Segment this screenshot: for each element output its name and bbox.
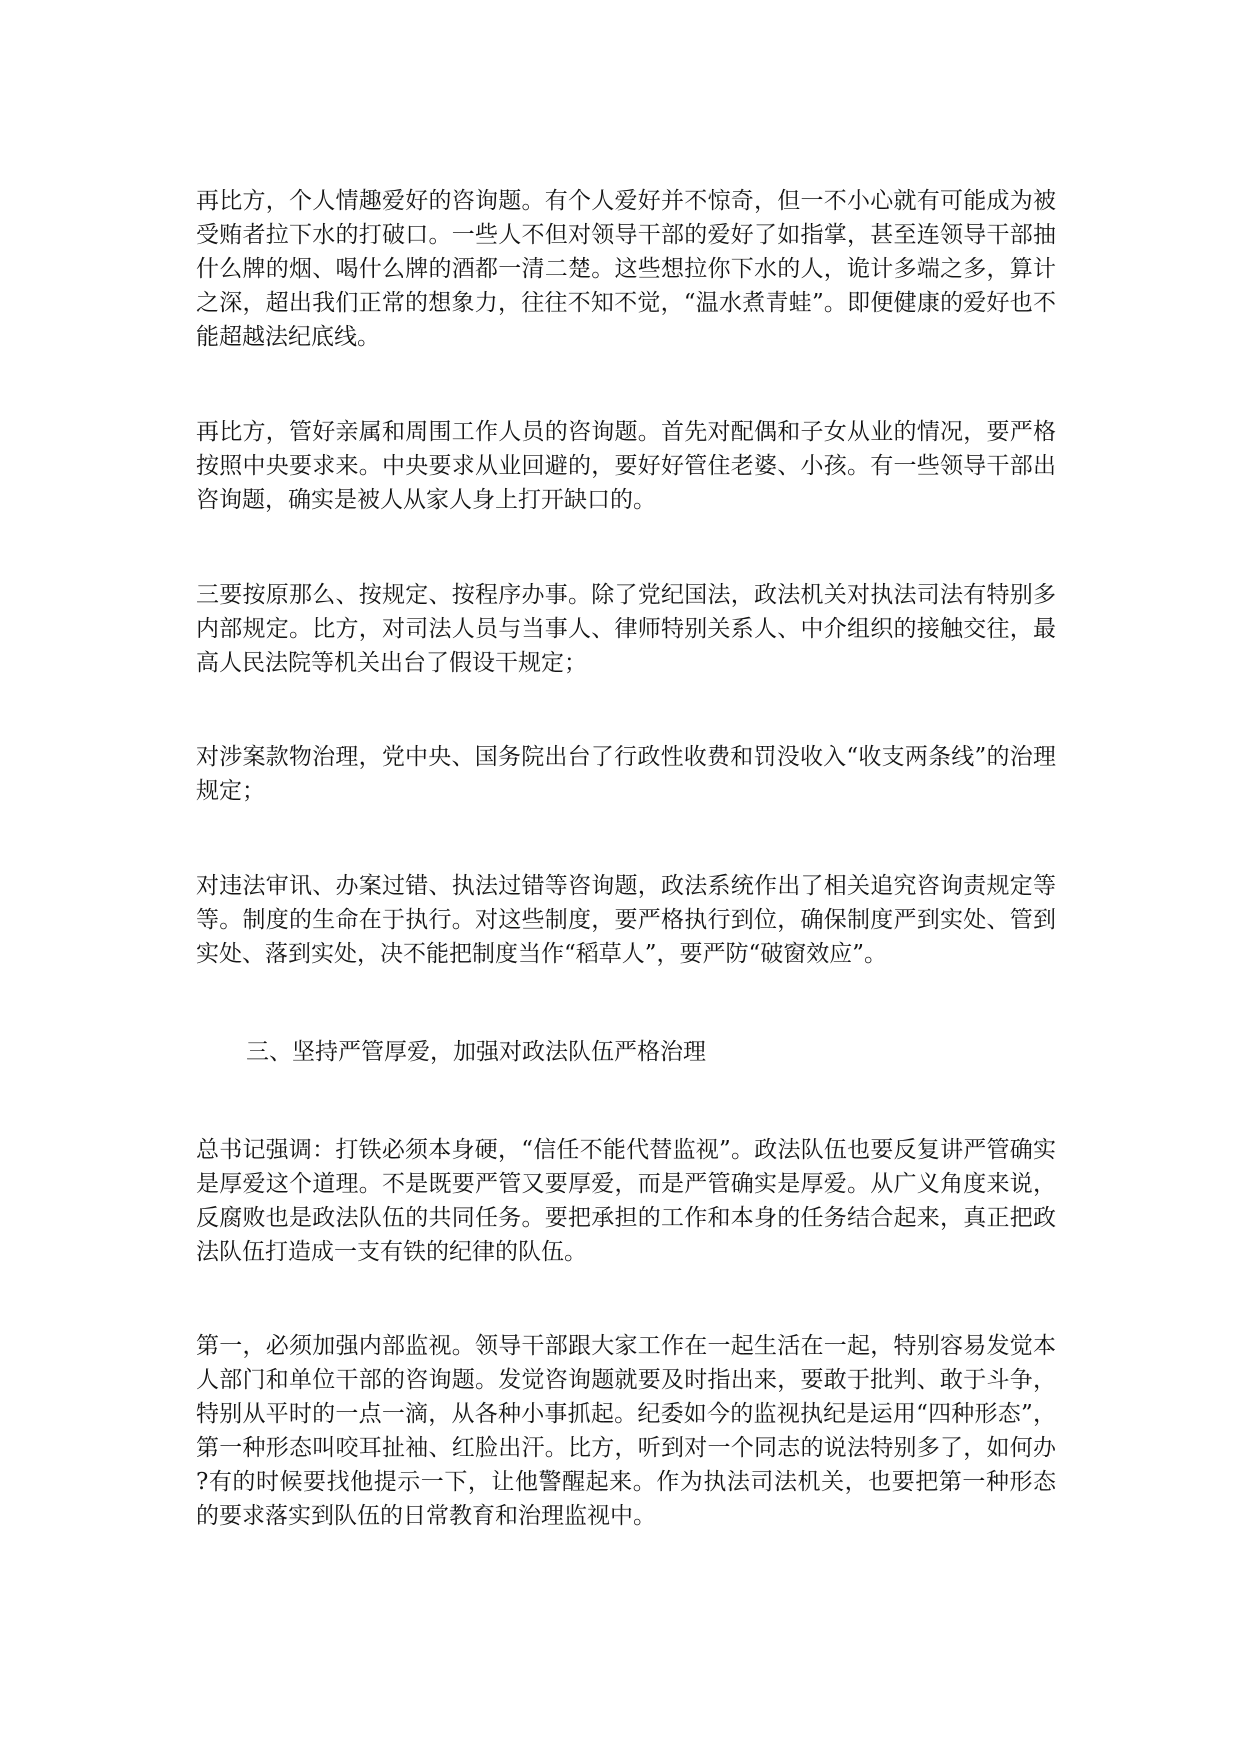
- paragraph-relatives-staff: 再比方，管好亲属和周围工作人员的咨询题。首先对配偶和子女从业的情况，要严格按照中央要求来。中央要求从业回避的，要好好管住老婆、小孩。有一些领导干部出咨询题，确实是被人从家人身上打开缺口的。: [196, 419, 1056, 513]
- paragraph-principles-rules: 三要按原那么、按规定、按程序办事。除了党纪国法，政法机关对执法司法有特别多内部规定。比方，对司法人员与当事人、律师特别关系人、中介组织的接触交往，最高人民法院等机关出台了假设干规定；: [196, 582, 1056, 676]
- paragraph-internal-supervision: 第一，必须加强内部监视。领导干部跟大家工作在一起生活在一起，特别容易发觉本人部门和单位干部的咨询题。发觉咨询题就要及时指出来，要敢于批判、敢于斗争，特别从平时的一点一滴，从各种小事抓起。纪委如今的监视执纪是运用“四种形态”，第一种形态叫咬耳扯袖、红脸出汗。比方，听到对一个同志的说法特别多了，如何办?有的时候要找他提示一下，让他警醒起来。作为执法司法机关，也要把第一种形态的要求落实到队伍的日常教育和治理监视中。: [196, 1333, 1056, 1529]
- paragraph-accountability: 对违法审讯、办案过错、执法过错等咨询题，政法系统作出了相关追究咨询责规定等等。制度的生命在于执行。对这些制度，要严格执行到位，确保制度严到实处、管到实处、落到实处，决不能把制度当作“稻草人”，要严防“破窗效应”。: [196, 873, 1056, 967]
- paragraph-case-funds: 对涉案款物治理，党中央、国务院出台了行政性收费和罚没收入“收支两条线”的治理规定；: [196, 744, 1056, 804]
- paragraph-strict-management: 总书记强调：打铁必须本身硬，“信任不能代替监视”。政法队伍也要反复讲严管确实是厚爱这个道理。不是既要严管又要厚爱，而是严管确实是厚爱。从广义角度来说，反腐败也是政法队伍的共同任务。要把承担的工作和本身的任务结合起来，真正把政法队伍打造成一支有铁的纪律的队伍。: [196, 1137, 1056, 1265]
- paragraph-personal-hobbies: 再比方，个人情趣爱好的咨询题。有个人爱好并不惊奇，但一不小心就有可能成为被受贿者拉下水的打破口。一些人不但对领导干部的爱好了如指掌，甚至连领导干部抽什么牌的烟、喝什么牌的酒都一清二楚。这些想拉你下水的人，诡计多端之多，算计之深，超出我们正常的想象力，往往不知不觉，“温水煮青蛙”。即便健康的爱好也不能超越法纪底线。: [196, 188, 1056, 350]
- section-heading: 三、坚持严管厚爱，加强对政法队伍严格治理: [246, 1039, 706, 1065]
